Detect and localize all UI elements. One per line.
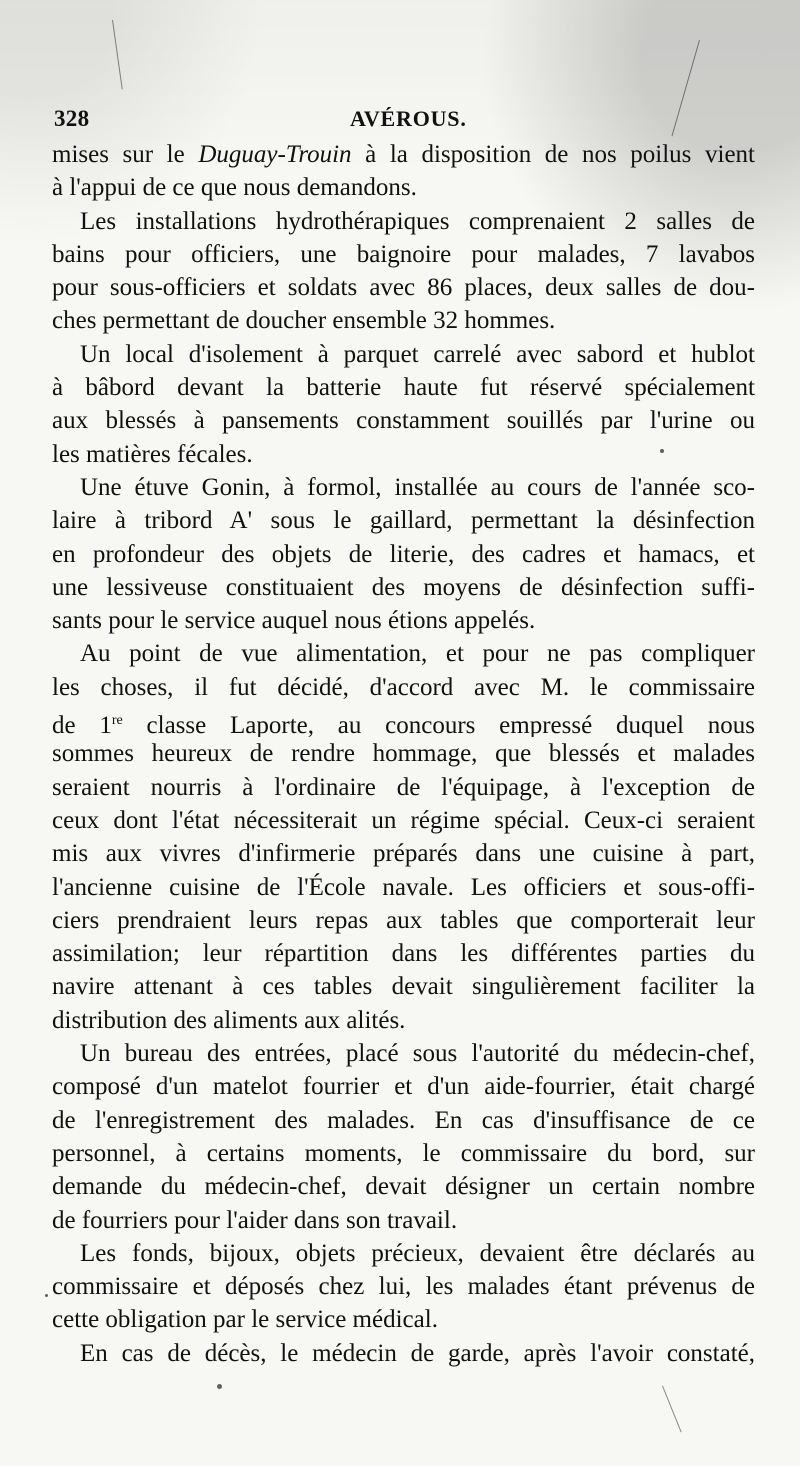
text-line-13: en profondeur des objets de literie, des cadres et hamacs, et bbox=[52, 540, 755, 568]
text-line-05: pour sous-officiers et soldats avec 86 places, deux salles de dou- bbox=[52, 274, 755, 302]
text-line-37: En cas de décès, le médecin de garde, après l'avoir constaté, bbox=[80, 1339, 755, 1367]
text-line-23: l'ancienne cuisine de l'École navale. Les officiers et sous-offi- bbox=[52, 873, 755, 901]
text-line-27: distribution des aliments aux alités. bbox=[52, 1006, 406, 1034]
text-line-33: de fourriers pour l'aider dans son travail. bbox=[52, 1206, 458, 1234]
text-line-17: les choses, il fut décidé, d'accord avec M. le commissaire bbox=[52, 673, 755, 701]
text-line-18 bbox=[52, 704, 755, 737]
text-line-34: Les fonds, bijoux, objets précieux, devaient être déclarés au bbox=[80, 1239, 755, 1267]
text-line-36: cette obligation par le service médical. bbox=[52, 1306, 438, 1334]
text-line-02: à l'appui de ce que nous demandons. bbox=[52, 174, 417, 202]
text-line-29: composé d'un matelot fourrier et d'un aide-fourrier, était chargé bbox=[52, 1073, 755, 1101]
text-line-18-pre: de bbox=[52, 712, 100, 738]
text-line-22: mis aux vivres d'infirmerie préparés dans une cuisine à part, bbox=[52, 840, 755, 868]
class-number: 1 bbox=[99, 712, 112, 738]
text-line-28: Un bureau des entrées, placé sous l'autorité du médecin-chef, bbox=[80, 1040, 755, 1068]
text-line-26: navire attenant à ces tables devait singulièrement faciliter la bbox=[52, 973, 755, 1001]
text-line-19: sommes heureux de rendre hommage, que blessés et malades bbox=[52, 740, 755, 768]
text-line-24: ciers prendraient leurs repas aux tables que comporterait leur bbox=[52, 906, 755, 934]
text-line-03: Les installations hydrothérapiques comprenaient 2 salles de bbox=[80, 207, 755, 235]
text-line-25: assimilation; leur répartition dans les différentes parties du bbox=[52, 940, 755, 968]
text-line-10: les matières fécales. bbox=[52, 440, 253, 468]
running-head: AVÉROUS. bbox=[350, 106, 467, 131]
text-line-18-post: classe Laporte, au concours empressé duquel nous bbox=[122, 712, 755, 738]
text-line-07: Un local d'isolement à parquet carrelé avec sabord et hublot bbox=[80, 340, 755, 368]
text-line-31: personnel, à certains moments, le commissaire du bord, sur bbox=[52, 1139, 755, 1167]
text-line-32: demande du médecin-chef, devait désigner un certain nombre bbox=[52, 1173, 755, 1201]
text-line-30: de l'enregistrement des malades. En cas d'insuffisance de ce bbox=[52, 1106, 755, 1134]
text-line-01-post: à la disposition de nos poilus vient bbox=[351, 141, 755, 168]
scan-speck bbox=[660, 449, 664, 453]
ship-name: Duguay-Trouin bbox=[198, 141, 352, 168]
text-line-15: sants pour le service auquel nous étions appelés. bbox=[52, 607, 536, 635]
class-number-superscript: re bbox=[111, 713, 123, 729]
text-line-08: à bâbord devant la batterie haute fut réservé spécialement bbox=[52, 374, 755, 402]
page-number: 328 bbox=[54, 106, 90, 131]
scan-speck bbox=[45, 1294, 48, 1297]
text-line-01-pre: mises sur le bbox=[52, 141, 199, 168]
text-line-35: commissaire et déposés chez lui, les malades étant prévenus de bbox=[52, 1273, 755, 1301]
page-header bbox=[54, 106, 754, 136]
text-line-14: une lessiveuse constituaient des moyens de désinfection suffi- bbox=[52, 573, 755, 601]
scan-scratch bbox=[662, 1386, 682, 1433]
text-line-20: seraient nourris à l'ordinaire de l'équipage, à l'exception de bbox=[52, 773, 755, 801]
text-line-16: Au point de vue alimentation, et pour ne pas compliquer bbox=[80, 640, 755, 668]
scan-speck bbox=[217, 1384, 222, 1389]
body-text bbox=[52, 138, 755, 1370]
text-line-01 bbox=[52, 138, 755, 171]
scan-scratch bbox=[112, 20, 123, 89]
text-line-12: laire à tribord A' sous le gaillard, permettant la désinfection bbox=[52, 507, 755, 535]
text-line-06: ches permettant de doucher ensemble 32 hommes. bbox=[52, 307, 556, 335]
text-line-04: bains pour officiers, une baignoire pour malades, 7 lavabos bbox=[52, 240, 755, 268]
text-line-11: Une étuve Gonin, à formol, installée au cours de l'année sco- bbox=[80, 473, 755, 501]
text-line-09: aux blessés à pansements constamment souillés par l'urine ou bbox=[52, 407, 755, 435]
text-line-21: ceux dont l'état nécessiterait un régime spécial. Ceux-ci seraient bbox=[52, 806, 755, 834]
